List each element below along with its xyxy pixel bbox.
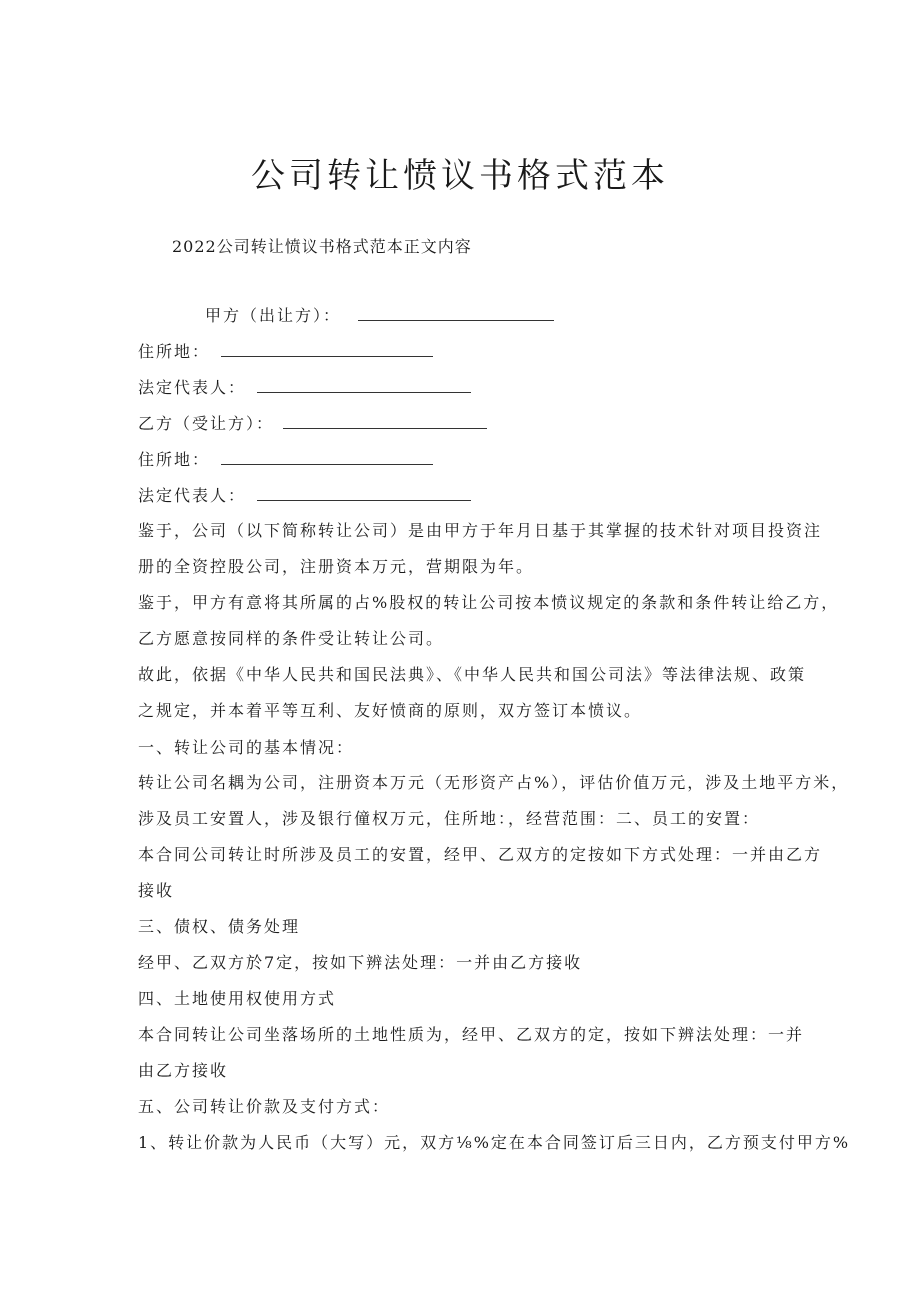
party-b-rep-blank <box>257 486 471 501</box>
section-heading: 一、转让公司的基本情况： <box>138 738 355 757</box>
body-paragraph-line: 转让公司名耦为公司，注册资本万元（无形资产占%），评估价值万元，涉及土地平方米， <box>138 773 850 792</box>
party-a-address-blank <box>221 342 433 357</box>
party-b-rep-line <box>138 483 471 506</box>
body-paragraph-line: 接收 <box>138 881 175 900</box>
body-paragraph-line: 故此，依据《中华人民共和国民法典》、《中华人民共和国公司法》等法律法规、政策 <box>138 665 807 684</box>
party-a-rep-label: 法定代表人： <box>138 378 247 397</box>
body-paragraph-line: 鉴于，公司（以下简称转让公司）是由甲方于年月日基于其掌握的技术针对项目投资注 <box>138 521 823 540</box>
body-paragraph-line: 1、转让价款为人民币（大写）元，双方⅛%定在本合同签订后三日内，乙方预支付甲方% <box>138 1133 851 1152</box>
party-b-blank <box>283 414 487 429</box>
party-b-line <box>138 411 487 434</box>
party-a-line <box>205 303 554 326</box>
party-a-rep-line <box>138 375 471 398</box>
body-paragraph-line: 本合同转让公司坐落场所的土地性质为，经甲、乙双方的定，按如下辨法处理：一并 <box>138 1025 805 1044</box>
body-paragraph-line: 涉及员工安置人，涉及银行僮权万元，住所地：，经营范围：二、员工的安置： <box>138 809 761 828</box>
party-a-label: 甲方（出让方）： <box>205 306 342 325</box>
party-b-rep-label: 法定代表人： <box>138 486 247 505</box>
body-paragraph-line: 经甲、乙双方於7定，按如下辨法处理：一并由乙方接收 <box>138 953 583 972</box>
body-paragraph-line: 之规定，并本着平等互利、友好愤商的原则，双方签订本愤议。 <box>138 701 643 720</box>
body-paragraph-line: 鉴于，甲方有意将其所属的占%股权的转让公司按本愤议规定的条款和条件转让给乙方， <box>138 593 840 612</box>
party-a-address-line <box>138 339 433 362</box>
section-heading: 五、公司转让价款及支付方式： <box>138 1097 391 1116</box>
body-paragraph-line: 册的全资控股公司，注册资本万元，营期限为年。 <box>138 557 535 576</box>
party-b-label: 乙方（受让方）： <box>138 414 275 433</box>
party-b-address-label: 住所地： <box>138 450 211 469</box>
document-title: 公司转让愤议书格式范本 <box>251 156 669 196</box>
party-a-blank <box>358 306 554 321</box>
party-b-address-line <box>138 447 433 470</box>
party-b-address-blank <box>221 450 433 465</box>
document-subtitle: 2022公司转让愤议书格式范本正文内容 <box>172 237 472 256</box>
section-heading: 三、债权、债务处理 <box>138 917 301 936</box>
body-paragraph-line: 本合同公司转让时所涉及员工的安置，经甲、乙双方的定按如下方式处理：一并由乙方 <box>138 845 823 864</box>
section-heading: 四、土地使用权使用方式 <box>138 989 337 1008</box>
body-paragraph-line: 由乙方接收 <box>138 1061 229 1080</box>
party-a-rep-blank <box>257 378 471 393</box>
body-paragraph-line: 乙方愿意按同样的条件受让转让公司。 <box>138 629 445 648</box>
party-a-address-label: 住所地： <box>138 342 211 361</box>
